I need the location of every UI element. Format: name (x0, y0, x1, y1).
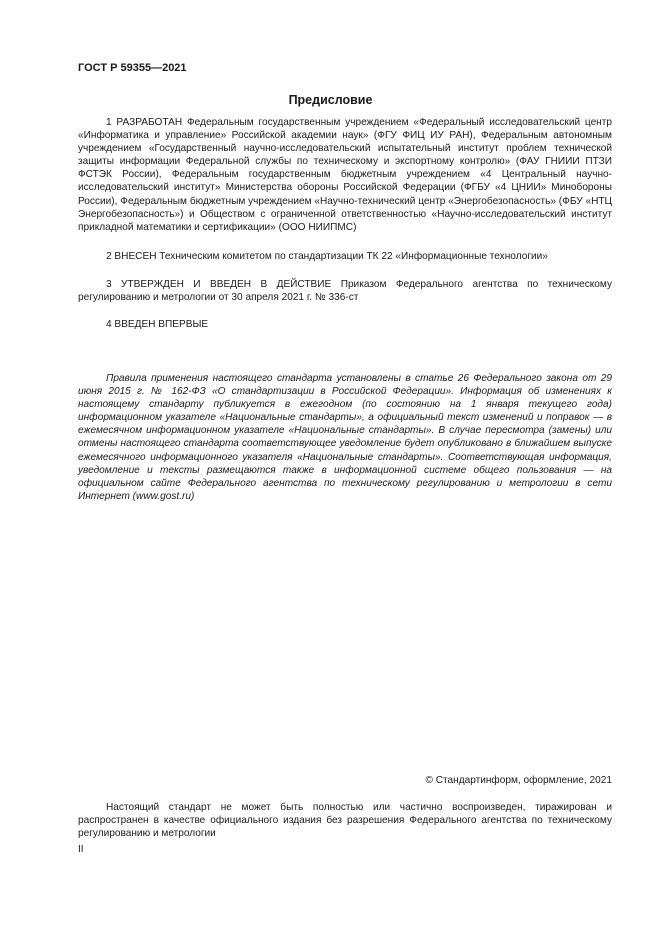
paragraph-approved: 3 УТВЕРЖДЕН И ВВЕДЕН В ДЕЙСТВИЕ Приказом Федерального агентства по техническому регулированию и метрологии от 30 апреля 2021 г. № 336-ст (78, 279, 612, 304)
section-title: Предисловие (288, 93, 373, 107)
copyright-line: © Стандартинформ, оформление, 2021 (425, 775, 612, 786)
paragraph-developed-by: 1 РАЗРАБОТАН Федеральным государственным учреждением «Федеральный исследовательский центр «Информатика и управление» Российской академии наук» (ФГУ ФИЦ ИУ РАН), Федеральным автономным учреждением «Государственный научно-исследовательский испытательный институт проблем технической защиты информации Федеральной службы по техническому и экспортному контролю» (ФАУ ГНИИИ ПТЗИ ФСТЭК России), Федеральным государственным бюджетным учреждением «4 Центральный научно-исследовательский институт» Министерства обороны Российской Федерации (ФГБУ «4 ЦНИИ» Минобороны России), Федеральным бюджетным учреждением «Научно-технический центр «Энергобезопасность» (ФБУ «НТЦ Энергобезопасность») и Обществом с ограниченной ответственностью «Научно-исследовательский институт прикладной математики и сертификации» (ООО НИИПМС) (78, 117, 612, 233)
rules-notice: Правила применения настоящего стандарта установлены в статье 26 Федерального закона от 29 июня 2015 г. № 162-ФЗ «О стандартизации в Российской Федерации». Информация об изменениях к настоящему стандарту публикуется в ежегодном (по состоянию на 1 января текущего года) информационном указателе «Национальные стандарты», а официальный текст изменений и поправок — в ежемесячном информационном указателе «Национальные стандарты». В случае пересмотра (замены) или отмены настоящего стандарта соответствующее уведомление будет опубликовано в ближайшем выпуске ежемесячного информационного указателя «Национальные стандарты». Соответствующая информация, уведомление и тексты размещаются также в информационной системе общего пользования — на официальном сайте Федерального агентства по техническому регулированию и метрологии в сети Интернет (www.gost.ru) (78, 373, 612, 502)
paragraph-submitted-by: 2 ВНЕСЕН Техническим комитетом по стандартизации ТК 22 «Информационные технологии» (106, 251, 548, 262)
document-header: ГОСТ Р 59355—2021 (78, 62, 187, 74)
page-number: II (78, 844, 84, 855)
reproduction-notice: Настоящий стандарт не может быть полностью или частично воспроизведен, тиражирован и распространен в качестве официального издания без разрешения Федерального агентства по техническому регулированию и метрологии (78, 802, 612, 840)
paragraph-first-introduced: 4 ВВЕДЕН ВПЕРВЫЕ (106, 319, 209, 330)
